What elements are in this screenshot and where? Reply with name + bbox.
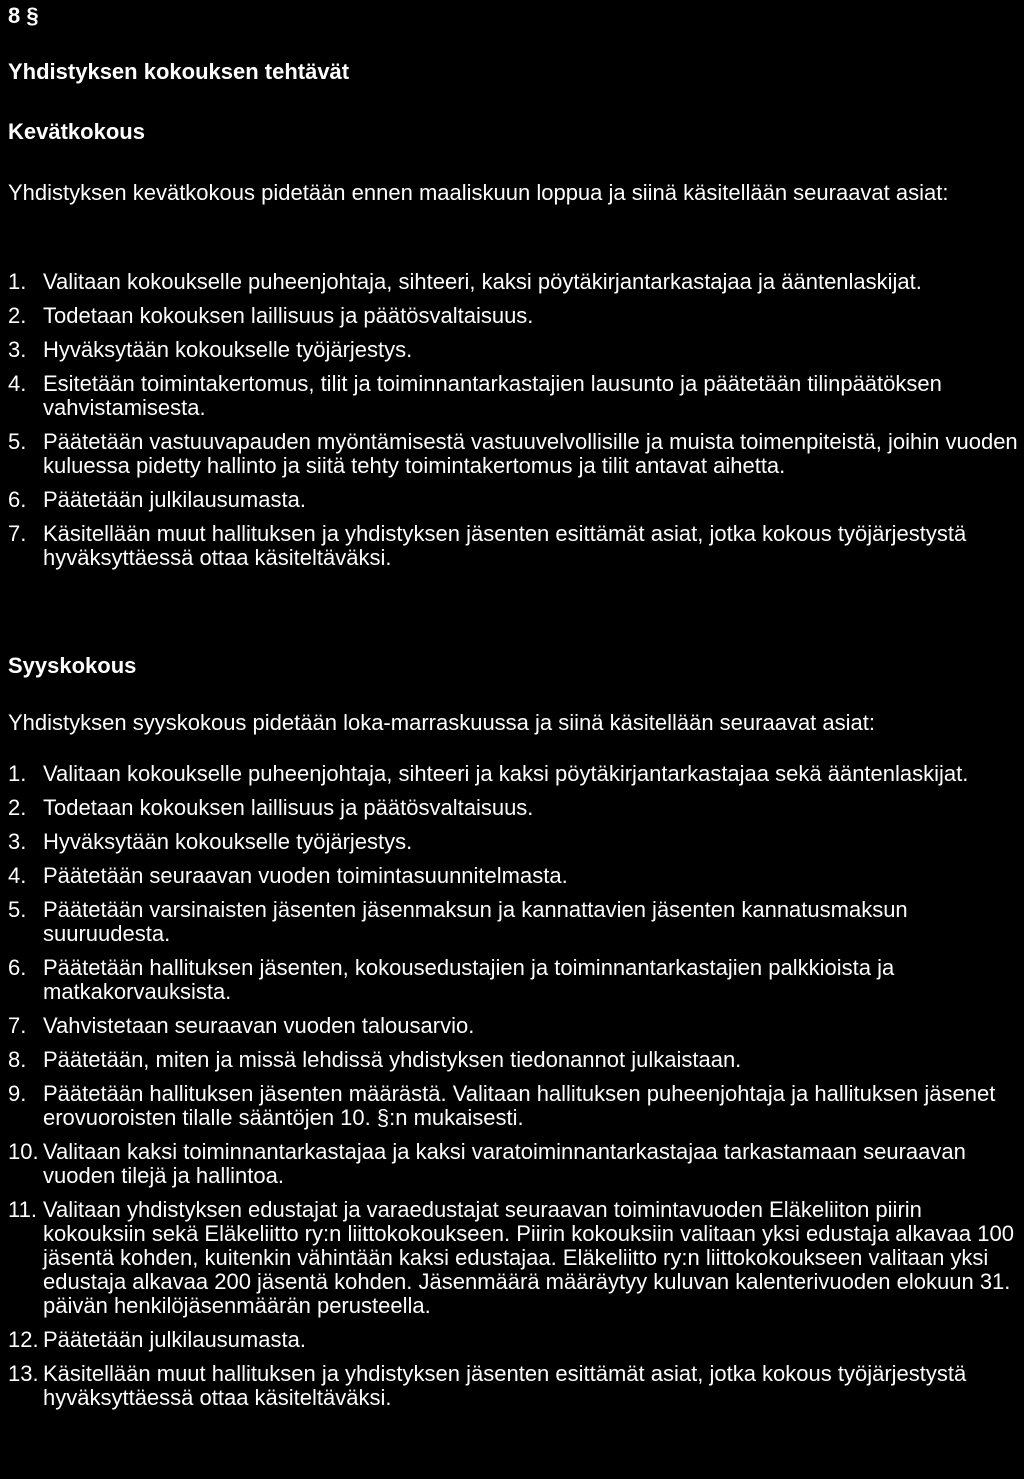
agenda-item-number: 2.: [8, 303, 27, 328]
agenda-item-text: Todetaan kokouksen laillisuus ja päätösvaltaisuus.: [43, 303, 534, 328]
agenda-item: [8, 304, 1018, 328]
spring-meeting-intro: Yhdistyksen kevätkokous pidetään ennen maaliskuun loppua ja siinä käsitellään seuraavat asiat:: [8, 180, 949, 205]
agenda-item-number: 1.: [8, 761, 27, 786]
agenda-item: [8, 270, 1018, 294]
agenda-item: [8, 430, 1018, 478]
agenda-item-text: Päätetään julkilausumasta.: [43, 1327, 306, 1352]
agenda-item: [8, 1198, 1018, 1318]
agenda-item: [8, 1140, 1018, 1188]
agenda-item-text: Valitaan kokoukselle puheenjohtaja, sihteeri, kaksi pöytäkirjantarkastajaa ja ääntenlaskijat.: [43, 269, 922, 294]
agenda-item-text: Hyväksytään kokoukselle työjärjestys.: [43, 829, 413, 854]
agenda-item: [8, 830, 1018, 854]
agenda-item: [8, 864, 1018, 888]
spring-meeting-heading: Kevätkokous: [8, 119, 145, 144]
agenda-item-text: Päätetään varsinaisten jäsenten jäsenmaksun ja kannattavien jäsenten kannatusmaksun suuruudesta.: [43, 897, 908, 946]
agenda-item-text: Valitaan kaksi toiminnantarkastajaa ja kaksi varatoiminnantarkastajaa tarkastamaan seuraavan vuoden tilejä ja hallintoa.: [43, 1139, 966, 1188]
agenda-item: [8, 1082, 1018, 1130]
agenda-item: [8, 488, 1018, 512]
agenda-item-number: 6.: [8, 955, 27, 980]
section-number: 8 §: [8, 3, 39, 28]
agenda-item: [8, 372, 1018, 420]
agenda-item-text: Todetaan kokouksen laillisuus ja päätösvaltaisuus.: [43, 795, 534, 820]
agenda-item: [8, 796, 1018, 820]
autumn-meeting-heading: Syyskokous: [8, 653, 137, 678]
agenda-item-text: Vahvistetaan seuraavan vuoden talousarvio.: [43, 1013, 475, 1038]
agenda-item: [8, 1328, 1018, 1352]
agenda-item-text: Päätetään vastuuvapauden myöntämisestä vastuuvelvollisille ja muista toimenpiteistä, joihin vuoden kuluessa pidetty hallinto ja siitä tehty toimintakertomus ja tilit antavat aihetta.: [43, 429, 1018, 478]
agenda-item: [8, 1362, 1018, 1410]
agenda-item-number: 11.: [8, 1197, 37, 1222]
agenda-item-number: 2.: [8, 795, 27, 820]
agenda-item: [8, 522, 1018, 570]
agenda-item-number: 4.: [8, 863, 27, 888]
agenda-item-text: Hyväksytään kokoukselle työjärjestys.: [43, 337, 413, 362]
agenda-item-text: Valitaan yhdistyksen edustajat ja varaedustajat seuraavan toimintavuoden Eläkeliiton piirin kokouksiin sekä Eläkeliitto ry:n liittokokoukseen. Piirin kokouksiin valitaan yksi edustaja alkavaa 100 jäsentä kohden, kuitenkin vähintään kaksi edustajaa. Eläkeliitto ry:n liittokokoukseen valitaan yksi edustaja alkavaa 200 jäsentä kohden. Jäsenmäärä määräytyy kuluvan kalenterivuoden elokuun 31. päivän henkilöjäsenmäärän perusteella.: [43, 1197, 1014, 1318]
agenda-item: [8, 1014, 1018, 1038]
agenda-item: [8, 898, 1018, 946]
agenda-item-number: 5.: [8, 429, 27, 454]
autumn-meeting-agenda-list: [8, 762, 1018, 1420]
agenda-item-number: 6.: [8, 487, 27, 512]
agenda-item-number: 13.: [8, 1361, 39, 1386]
agenda-item: [8, 762, 1018, 786]
agenda-item: [8, 956, 1018, 1004]
agenda-item-number: 7.: [8, 1013, 27, 1038]
agenda-item-text: Päätetään, miten ja missä lehdissä yhdistyksen tiedonannot julkaistaan.: [43, 1047, 742, 1072]
agenda-item-number: 7.: [8, 521, 27, 546]
agenda-item-number: 10.: [8, 1139, 39, 1164]
agenda-item-number: 5.: [8, 897, 27, 922]
agenda-item-number: 12.: [8, 1327, 39, 1352]
document-title: Yhdistyksen kokouksen tehtävät: [8, 59, 350, 84]
agenda-item-number: 4.: [8, 371, 27, 396]
agenda-item-number: 3.: [8, 337, 27, 362]
agenda-item-number: 9.: [8, 1081, 27, 1106]
agenda-item-text: Esitetään toimintakertomus, tilit ja toiminnantarkastajien lausunto ja päätetään tilinpäätöksen vahvistamisesta.: [43, 371, 942, 420]
agenda-item-text: Päätetään hallituksen jäsenten, kokousedustajien ja toiminnantarkastajien palkkioista ja matkakorvauksista.: [43, 955, 895, 1004]
agenda-item: [8, 338, 1018, 362]
spring-meeting-agenda-list: [8, 270, 1018, 580]
agenda-item-text: Valitaan kokoukselle puheenjohtaja, sihteeri ja kaksi pöytäkirjantarkastajaa sekä ääntenlaskijat.: [43, 761, 969, 786]
agenda-item: [8, 1048, 1018, 1072]
agenda-item-text: Käsitellään muut hallituksen ja yhdistyksen jäsenten esittämät asiat, jotka kokous työjärjestystä hyväksyttäessä ottaa käsiteltäväksi.: [43, 1361, 967, 1410]
agenda-item-text: Päätetään seuraavan vuoden toimintasuunnitelmasta.: [43, 863, 568, 888]
agenda-item-number: 1.: [8, 269, 27, 294]
agenda-item-number: 8.: [8, 1047, 27, 1072]
agenda-item-text: Käsitellään muut hallituksen ja yhdistyksen jäsenten esittämät asiat, jotka kokous työjärjestystä hyväksyttäessä ottaa käsiteltäväksi.: [43, 521, 967, 570]
agenda-item-number: 3.: [8, 829, 27, 854]
agenda-item-text: Päätetään julkilausumasta.: [43, 487, 306, 512]
agenda-item-text: Päätetään hallituksen jäsenten määrästä. Valitaan hallituksen puheenjohtaja ja hallituksen jäsenet erovuoroisten tilalle sääntöjen 10. §:n mukaisesti.: [43, 1081, 996, 1130]
autumn-meeting-intro: Yhdistyksen syyskokous pidetään loka-marraskuussa ja siinä käsitellään seuraavat asiat:: [8, 710, 875, 735]
